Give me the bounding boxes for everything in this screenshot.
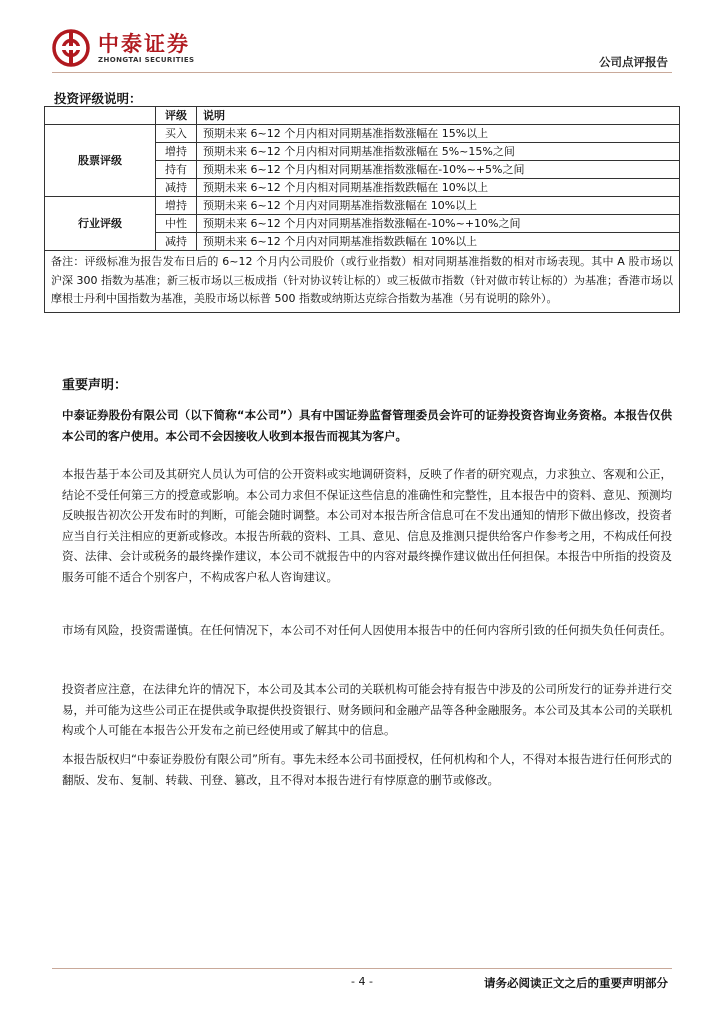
header-divider: [52, 72, 672, 73]
table-header-desc: 说明: [197, 107, 680, 125]
rating-desc: 预期未来 6~12 个月内相对同期基准指数涨幅在 5%~15%之间: [197, 143, 680, 161]
footer-divider: [52, 968, 672, 969]
logo-chinese-text: 中泰证券: [98, 31, 190, 56]
rating-level: 增持: [156, 197, 197, 215]
rating-level: 减持: [156, 233, 197, 251]
rating-desc: 预期未来 6~12 个月内对同期基准指数涨幅在-10%~+10%之间: [197, 215, 680, 233]
table-row: [45, 197, 680, 215]
disclaimer-paragraph-1: 中泰证券股份有限公司（以下简称“本公司”）具有中国证券监督管理委员会许可的证券投资咨询业务资格。本报告仅供本公司的客户使用。本公司不会因接收人收到本报告而视其为客户。: [62, 408, 672, 443]
logo-emblem-icon: [52, 29, 90, 67]
rating-level: 减持: [156, 179, 197, 197]
industry-rating-label: 行业评级: [45, 197, 156, 251]
table-header-row: [45, 107, 680, 125]
rating-table: [44, 106, 680, 313]
rating-level: 增持: [156, 143, 197, 161]
rating-level: 买入: [156, 125, 197, 143]
disclaimer-paragraph-5: 本报告版权归“中泰证券股份有限公司”所有。事先未经本公司书面授权，任何机构和个人，不得对本报告进行任何形式的翻版、发布、复制、转载、刊登、篡改，且不得对本报告进行有悖原意的删节或修改。: [62, 752, 672, 787]
rating-level: 持有: [156, 161, 197, 179]
table-header-level: 评级: [156, 107, 197, 125]
disclaimer-paragraph-4: 投资者应注意，在法律允许的情况下，本公司及其本公司的关联机构可能会持有报告中涉及的公司所发行的证券并进行交易，并可能为这些公司正在提供或争取提供投资银行、财务顾问和金融产品等各种金融服务。本公司及其本公司的关联机构或个人可能在本报告公开发布之前已经使用或了解其中的信息。: [62, 682, 672, 737]
rating-desc: 预期未来 6~12 个月内相对同期基准指数涨幅在 15%以上: [197, 125, 680, 143]
page-number: - 4 -: [351, 975, 373, 988]
disclaimer-paragraph-3: 市场有风险，投资需谨慎。在任何情况下，本公司不对任何人因使用本报告中的任何内容所引致的任何损失负任何责任。: [62, 623, 672, 637]
rating-desc: 预期未来 6~12 个月内对同期基准指数涨幅在 10%以上: [197, 197, 680, 215]
company-logo: [52, 26, 222, 70]
table-header-empty: [45, 107, 156, 125]
rating-level: 中性: [156, 215, 197, 233]
stock-rating-label: 股票评级: [45, 125, 156, 197]
rating-desc: 预期未来 6~12 个月内相对同期基准指数涨幅在-10%~+5%之间: [197, 161, 680, 179]
table-note-row: [45, 251, 680, 313]
disclaimer-title: 重要声明：: [62, 378, 128, 393]
page-header: [0, 0, 724, 80]
rating-desc: 预期未来 6~12 个月内相对同期基准指数跌幅在 10%以上: [197, 179, 680, 197]
rating-desc: 预期未来 6~12 个月内对同期基准指数跌幅在 10%以上: [197, 233, 680, 251]
logo-english-text: ZHONGTAI SECURITIES: [98, 55, 195, 64]
rating-section-title: 投资评级说明：: [54, 91, 142, 106]
disclaimer-paragraph-2: 本报告基于本公司及其研究人员认为可信的公开资料或实地调研资料，反映了作者的研究观点，力求独立、客观和公正，结论不受任何第三方的授意或影响。本公司力求但不保证这些信息的准确性和完整性，且本报告中的资料、意见、预测均反映报告初次公开发布时的判断，可能会随时调整。本公司对本报告所含信息可在不发出通知的情形下做出修改，投资者应当自行关注相应的更新或修改。本报告所载的资料、工具、意见、信息及推测只提供给客户作参考之用，不构成任何投资、法律、会计或税务的最终操作建议，本公司不就报告中的内容对最终操作建议做出任何担保。本报告中所指的投资及服务可能不适合个别客户，不构成客户私人咨询建议。: [62, 467, 672, 584]
report-type-label: 公司点评报告: [599, 55, 668, 69]
rating-note: 备注：评级标准为报告发布日后的 6~12 个月内公司股价（或行业指数）相对同期基准指数的相对市场表现。其中 A 股市场以沪深 300 指数为基准；新三板市场以三板成指（针对协议转让标的）或三板做市指数（针对做市转让标的）为基准；香港市场以摩根士丹利中国指数为基准，美股市场以标普 500 指数或纳斯达克综合指数为基准（另有说明的除外）。: [45, 251, 680, 313]
footer-notice: 请务必阅读正文之后的重要声明部分: [484, 976, 668, 990]
table-row: [45, 125, 680, 143]
